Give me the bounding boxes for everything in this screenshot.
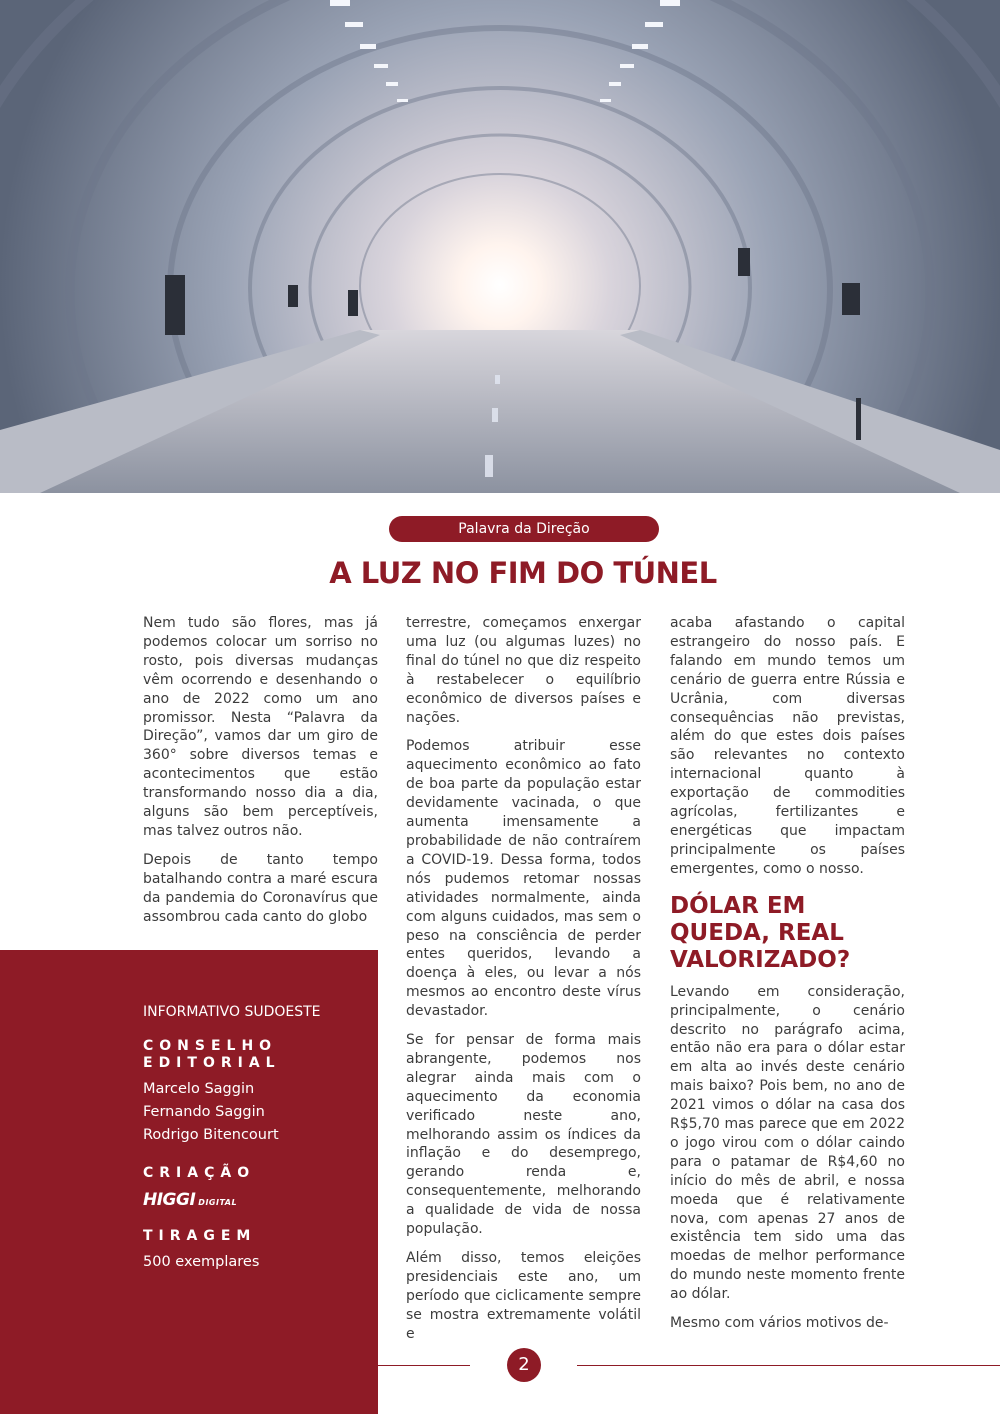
paragraph: Depois de tanto tempo batalhando contra a maré escura da pandemia do Coronavírus que assombrou cada canto do globo: [143, 851, 378, 925]
print-run-label: TIRAGEM: [143, 1228, 257, 1244]
section-subheading: DÓLAR EM QUEDA, REAL VALORIZADO?: [670, 892, 851, 973]
board-member: Marcelo Saggin: [143, 1081, 255, 1097]
paragraph: Podemos atribuir esse aquecimento econômico ao fato de boa parte da população estar devidamente vacinada, o que aumenta imensamente a probabilidade de não contraírem a COVID-19. Dessa forma, todos nós pudemos retomar nossas atividades normalmente, ainda com alguns cuidados, mas sem o peso na consciência de perder entes queridos, levando a doença à eles, ou levar a nós mesmos ao encontro deste vírus devastador.: [406, 738, 641, 1020]
board-member: Rodrigo Bitencourt: [143, 1127, 279, 1143]
credits-sidebar: [0, 950, 378, 1414]
creation-label: CRIAÇÃO: [143, 1165, 256, 1181]
paragraph: Nem tudo são flores, mas já podemos colocar um sorriso no rosto, pois diversas mudanças vêm ocorrendo e desenhando o ano de 2022 como um ano promissor. Nesta “Palavra da Direção”, vamos dar um giro de 360° sobre diversos temas e acontecimentos que estão transformando nosso dia a dia, alguns são bem perceptíveis, mas talvez outros não.: [143, 615, 378, 839]
footer-divider-left: [378, 1365, 470, 1366]
publication-name: INFORMATIVO SUDOESTE: [143, 1004, 321, 1020]
hero-tunnel-image: [0, 0, 1000, 493]
footer-divider-right: [577, 1365, 1000, 1366]
board-member: Fernando Saggin: [143, 1104, 265, 1120]
article-column-3: [670, 614, 905, 1343]
paragraph: Se for pensar de forma mais abrangente, podemos nos alegrar ainda mais com o aquecimento da economia verificado neste ano, melhorando assim os índices da inflação e do desemprego, gerando renda e, consequentemente, melhorando a qualidade de vida de nossa população.: [406, 1032, 641, 1238]
article-headline: A LUZ NO FIM DO TÚNEL: [329, 556, 717, 590]
paragraph: terrestre, começamos enxergar uma luz (ou algumas luzes) no final do túnel no que diz respeito à restabelecer o equilíbrio econômico de diversos países e nações.: [406, 615, 641, 726]
editorial-board-label: CONSELHO EDITORIAL: [143, 1038, 281, 1071]
article-column-1: [143, 614, 378, 937]
article-column-2: [406, 614, 641, 1354]
agency-logo: HIGGI DIGITAL: [143, 1190, 238, 1210]
page-number: 2: [507, 1348, 541, 1382]
paragraph: acaba afastando o capital estrangeiro do nosso país. E falando em mundo temos um cenário de guerra entre Rússia e Ucrânia, com diversas consequências não previstas, além do que estes dois países são relevantes no contexto internacional quanto à exportação de commodities agrícolas, fertilizantes e energéticas que impactam principalmente os países emergentes, como o nosso.: [670, 615, 905, 877]
paragraph: Levando em consideração, principalmente, o cenário descrito no parágrafo acima, então não era para o dólar estar em alta ao invés deste cenário mais baixo? Pois bem, no ano de 2021 vimos o dólar na casa dos R$5,70 mas parece que em 2022 o jogo virou com o dólar caindo para o patamar de R$4,60 no início do mês de abril, e nossa moeda que é relativamente nova, com apenas 27 anos de existência tem sido uma das moedas de melhor performance do mundo neste momento frente ao dólar.: [670, 983, 905, 1303]
print-run-value: 500 exemplares: [143, 1254, 260, 1270]
section-tag: Palavra da Direção: [389, 516, 659, 542]
paragraph: Além disso, temos eleições presidenciais este ano, um período que ciclicamente sempre se mostra extremamente volátil e: [406, 1250, 641, 1342]
paragraph: Mesmo com vários motivos de-: [670, 1315, 889, 1332]
